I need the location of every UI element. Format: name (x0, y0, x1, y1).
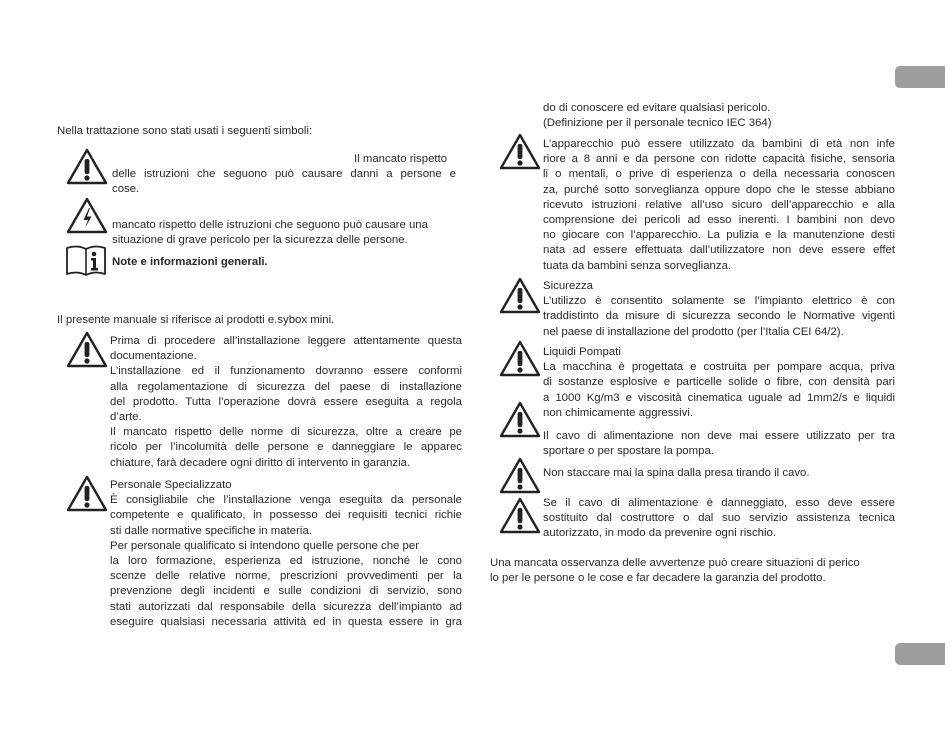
warning-plug-icon (499, 457, 541, 494)
closing-note-text (490, 556, 860, 586)
text-line: situazione di grave pericolo per la sicurezza delle persone. (112, 234, 408, 247)
text-line: ricolo per l’incolumità delle persone e danneggiare le apparec (110, 441, 462, 454)
text-line: alla regolamentazione di sicurezza del paese di installazione (110, 380, 462, 393)
text-line: (Definizione per il personale tecnico IEC 364) (543, 117, 772, 130)
liquids-warning-text (543, 345, 895, 421)
text-line: Prima di procedere all’installazione leggere attentamente questa (110, 335, 462, 347)
info-book-icon (65, 244, 107, 277)
warning-damaged-cable-icon (499, 497, 541, 534)
warning-children-icon (499, 133, 541, 170)
manual-reference-text: Il presente manuale si riferisce ai prodotti e.sybox mini. (57, 314, 335, 326)
text-line: del prodotto. Tutta l’operazione dovrà essere eseguita a regola (110, 395, 462, 408)
symbol-electric-description (112, 218, 428, 248)
text-line: scenze delle relative norme, prescrizioni provvedimenti per la (110, 570, 462, 583)
text-line: di sostanze esplosive e particelle solide o fibre, con densità pari (543, 376, 895, 389)
text-line: riore a 8 anni e da persone con ridotte capacità fisiche, sensoria (543, 153, 895, 166)
text-line: lo per le persone o le cose e far decadere la garanzia del prodotto. (490, 572, 826, 585)
danger-warning-icon (66, 148, 108, 185)
text-line: L’utilizzo è consentito solamente se l’impianto elettrico è con (543, 295, 895, 308)
text-line: tuata da bambini senza sorveglianza. (543, 259, 732, 272)
text-line: sostituito dal costruttore o dal suo servizio assistenza tecnica (543, 512, 895, 525)
text-line: non chimicamente aggressivi. (543, 406, 694, 419)
safety-warning-text (543, 279, 895, 340)
personnel-warning-text (110, 478, 462, 630)
text-line: Personale Specializzato (110, 479, 232, 491)
text-line: L’apparecchio può essere utilizzato da bambini di età non infe (543, 138, 895, 150)
warning-personnel-icon (66, 475, 108, 512)
text-line: Il mancato rispetto delle norme di sicurezza, oltre a creare pe (110, 426, 462, 439)
text-line: d’arte. (110, 410, 142, 423)
text-line: ricevuto istruzioni relative all’uso sicuro dell’apparecchio e alla (543, 198, 895, 211)
text-line: autorizzato, in modo da prevenire ogni rischio. (543, 527, 777, 540)
text-line: competente e qualificato, in possesso dei requisiti tecnici richie (110, 509, 462, 522)
intro-symbols-text: Nella trattazione sono stati usati i seguenti simboli: (57, 125, 313, 137)
text-line: L’installazione ed il funzionamento dovranno essere conformi (110, 365, 462, 378)
text-line: Liquidi Pompati (543, 346, 621, 358)
text-line: stati autorizzati dal responsabile della sicurezza dell’impianto ad (110, 600, 462, 613)
text-line: Se il cavo di alimentazione è danneggiato, esso deve essere (543, 497, 895, 509)
text-line: do di conoscere ed evitare qualsiasi pericolo. (543, 102, 771, 114)
text-line: delle istruzioni che seguono può causare danni a persone e (112, 168, 456, 181)
warning-liquids-icon (499, 340, 541, 377)
symbol-info-description: Note e informazioni generali. (112, 256, 268, 268)
text-line: comprensione dei pericoli ad esso inerenti. I bambini non devo (543, 213, 895, 226)
children-warning-text (543, 137, 895, 274)
text-line: È consigliabile che l’installazione venga eseguita da personale (110, 494, 462, 507)
plug-warning-text: Non staccare mai la spina dalla presa tirando il cavo. (543, 467, 810, 479)
personnel-definition-continuation (543, 101, 772, 131)
text-line: za, purché sotto sorveglianza oppure dopo che le stesse abbiano (543, 183, 895, 196)
section-tab-bottom (895, 643, 945, 665)
text-line: sportare o per spostare la pompa. (543, 445, 714, 458)
text-line: sti dalle normative specifiche in materia. (110, 524, 312, 537)
section-tab-top (895, 66, 945, 88)
text-line: no giocare con l’apparecchio. La pulizia e la manutenzione desti (543, 229, 895, 242)
text-line: mancato rispetto delle istruzioni che seguono può causare una (112, 219, 428, 231)
text-line: traddistinto da misure di sicurezza secondo le Normative vigenti (543, 310, 895, 323)
text-line: eseguire qualsiasi necessaria attività ed in questa essere in gra (110, 615, 462, 628)
text-line: li o mentali, o prive di esperienza o della necessaria conoscen (543, 168, 895, 181)
text-line: Una mancata osservanza delle avvertenze può creare situazioni di perico (490, 557, 860, 569)
warning-safety-icon (499, 277, 541, 314)
text-line: Il mancato rispetto (354, 153, 448, 165)
text-line: a 1000 Kg/m3 e viscosità cinematica uguale ad 1mm2/s e liquidi (543, 391, 895, 404)
text-line: Sicurezza (543, 280, 594, 292)
text-line: La macchina è progettata e costruita per pompare acqua, priva (543, 361, 895, 374)
text-line: nata ad essere effettuata dall’utilizzatore non deve essere effet (543, 244, 895, 257)
installation-warning-text (110, 334, 462, 471)
text-line: Il cavo di alimentazione non deve mai essere utilizzato per tra (543, 430, 895, 442)
text-line: cose. (112, 183, 140, 196)
warning-cable-icon (499, 401, 541, 438)
text-line: la loro formazione, esperienza ed istruzione, nonché le cono (110, 554, 462, 567)
text-line: Per personale qualificato si intendono quelle persone che per (110, 539, 420, 552)
text-line: prevenzione degli incidenti e sulle condizioni di servizio, sono (110, 585, 462, 598)
cable-warning-text (543, 429, 895, 459)
warning-installation-icon (66, 331, 108, 368)
text-line: documentazione. (110, 350, 197, 363)
damaged-cable-warning-text (543, 496, 895, 542)
text-line: chiature, farà decadere ogni diritto di intervento in garanzia. (110, 456, 411, 469)
symbol-danger-description (112, 152, 456, 198)
electric-hazard-icon (66, 197, 108, 234)
text-line: nel paese di installazione del prodotto (per l’Italia CEI 64/2). (543, 325, 844, 338)
